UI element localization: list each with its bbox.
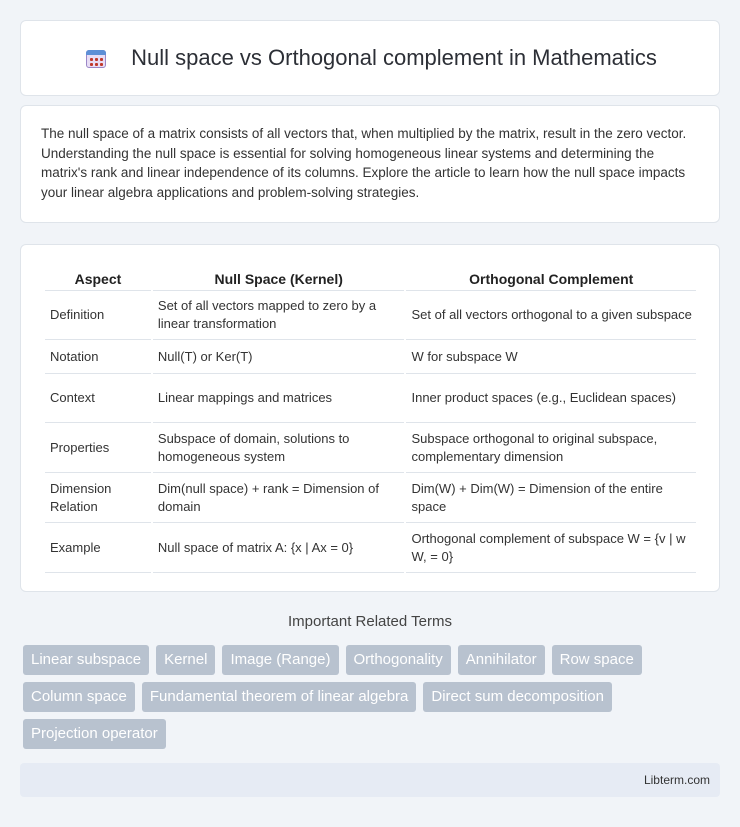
table-row — [45, 340, 696, 374]
header-card — [20, 20, 720, 96]
table-cell: Inner product spaces (e.g., Euclidean spaces) — [406, 374, 696, 423]
related-term-tag[interactable]: Annihilator — [458, 645, 545, 675]
table-cell: Context — [45, 374, 151, 423]
related-term-tag[interactable]: Orthogonality — [346, 645, 451, 675]
table-cell: Definition — [45, 291, 151, 340]
comparison-table-card — [20, 244, 720, 592]
table-cell: Null(T) or Ker(T) — [153, 340, 405, 374]
table-cell: Null space of matrix A: {x | Ax = 0} — [153, 523, 405, 573]
page-title: Null space vs Orthogonal complement in Mathematics — [131, 45, 657, 70]
related-term-tag[interactable]: Projection operator — [23, 719, 166, 749]
related-terms-list — [23, 645, 683, 749]
related-term-tag[interactable]: Kernel — [156, 645, 215, 675]
related-terms-title: Important Related Terms — [288, 613, 452, 630]
calendar-icon — [83, 45, 109, 71]
column-header: Aspect — [45, 265, 151, 291]
table-row — [45, 423, 696, 473]
table-row — [45, 523, 696, 573]
table-row — [45, 374, 696, 423]
table-cell: Set of all vectors mapped to zero by a linear transformation — [153, 291, 405, 340]
table-row — [45, 291, 696, 340]
table-header-row — [45, 265, 696, 291]
intro-card — [20, 105, 720, 223]
related-term-tag[interactable]: Image (Range) — [222, 645, 338, 675]
table-cell: W for subspace W — [406, 340, 696, 374]
table-cell: Notation — [45, 340, 151, 374]
footer-brand-link[interactable]: Libterm.com — [643, 773, 710, 787]
intro-text: The null space of a matrix consists of all vectors that, when multiplied by the matrix, result in the zero vector. Understanding the null space is essential for solving homogeneous linear systems and determining the matrix's rank and linear independence of its columns. Explore the article to learn how the null space impacts your linear algebra applications and problem-solving strategies. — [41, 126, 687, 200]
comparison-table — [43, 265, 698, 573]
related-term-tag[interactable]: Fundamental theorem of linear algebra — [142, 682, 417, 712]
table-row — [45, 473, 696, 523]
table-cell: Properties — [45, 423, 151, 473]
related-term-tag[interactable]: Row space — [552, 645, 642, 675]
table-cell: Linear mappings and matrices — [153, 374, 405, 423]
table-cell: Dim(W) + Dim(W) = Dimension of the entire space — [406, 473, 696, 523]
related-term-tag[interactable]: Direct sum decomposition — [423, 682, 612, 712]
table-cell: Set of all vectors orthogonal to a given subspace — [406, 291, 696, 340]
table-cell: Dim(null space) + rank = Dimension of domain — [153, 473, 405, 523]
column-header: Null Space (Kernel) — [153, 265, 405, 291]
column-header: Orthogonal Complement — [406, 265, 696, 291]
table-cell: Example — [45, 523, 151, 573]
table-cell: Subspace orthogonal to original subspace, complementary dimension — [406, 423, 696, 473]
related-term-tag[interactable]: Linear subspace — [23, 645, 149, 675]
table-cell: Dimension Relation — [45, 473, 151, 523]
table-cell: Orthogonal complement of subspace W = {v | w W, = 0} — [406, 523, 696, 573]
footer — [20, 763, 720, 797]
table-cell: Subspace of domain, solutions to homogeneous system — [153, 423, 405, 473]
related-term-tag[interactable]: Column space — [23, 682, 135, 712]
